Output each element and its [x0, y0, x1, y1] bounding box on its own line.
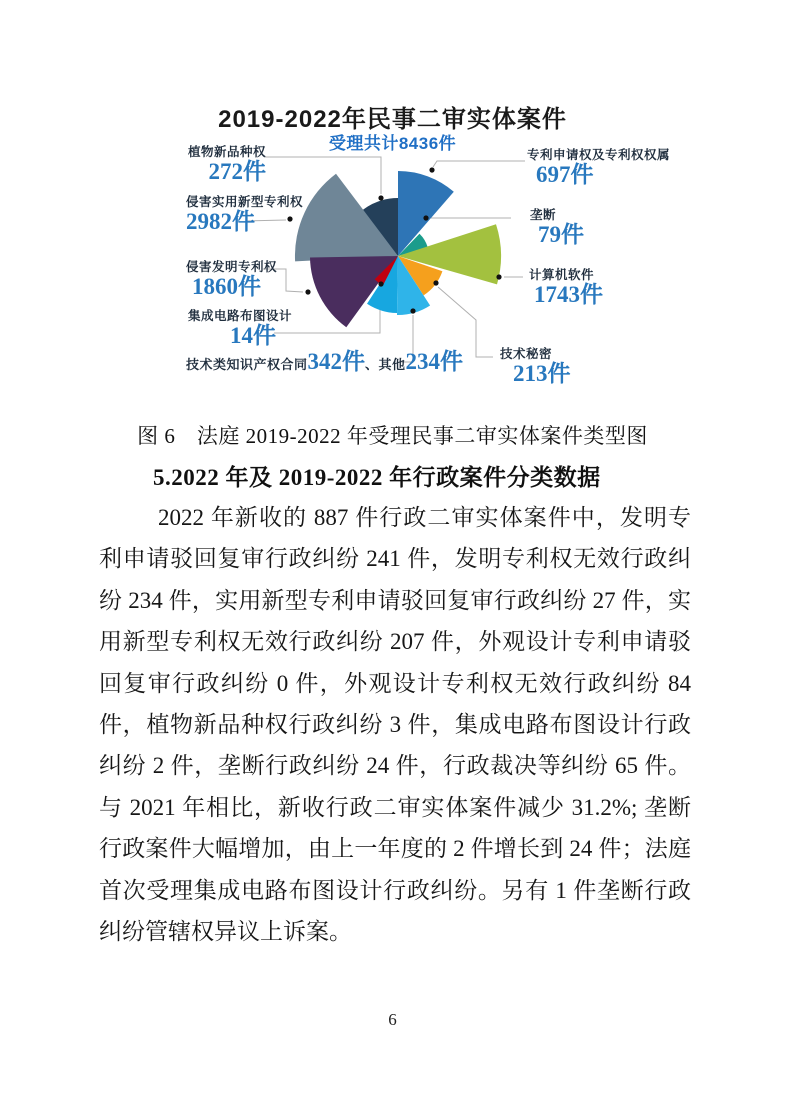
leader-dot [378, 195, 383, 200]
page-number: 6 [388, 1010, 397, 1029]
slice-name: 技术秘密 [500, 347, 553, 361]
slice-value: 213件 [513, 360, 571, 386]
slice-label [527, 149, 737, 187]
slice-name: 侵害发明专利权 [186, 260, 278, 274]
slice-name: 植物新品种权 [187, 145, 266, 159]
slice-value: 697件 [536, 161, 594, 187]
slice-name: 技术类知识产权合同 [186, 357, 308, 372]
leader-dot [433, 280, 438, 285]
leader-line [433, 161, 525, 167]
chart-title: 2019-2022年民事二审实体案件 [218, 106, 567, 133]
slice-name: 垄断 [530, 208, 557, 222]
body-paragraph: 2022 年新收的 887 件行政二审实体案件中，发明专利申请驳回复审行政纠纷 241 件，发明专利权无效行政纠纷 234 件，实用新型专利申请驳回复审行政纠纷 27 件，实用新型专利权无效行政纠纷 207 件，外观设计专利申请驳回复审行政纠纷 0 件，外观设计专利权无效行政纠纷 84 件，植物新品种权行政纠纷 3 件，集成电路布图设计行政纠纷 2 件，垄断行政纠纷 24 件，行政裁决等纠纷 65 件。与 2021 年相比，新收行政二审实体案件减少 31.2%; 垄断行政案件大幅增加，由上一年度的 2 件增长到 24 件；法庭首次受理集成电路布图设计行政纠纷。另有 1 件垄断行政纠纷管辖权异议上诉案。 [99, 505, 691, 945]
slice-label [530, 209, 640, 247]
leader-dot [496, 274, 501, 279]
slice-value: 234件 [405, 349, 464, 374]
slice-value: 79件 [538, 221, 584, 247]
slice-name: 计算机软件 [529, 268, 595, 282]
slice-value: 342件 [307, 349, 366, 374]
section-heading: 5.2022 年及 2019-2022 年行政案件分类数据 [153, 465, 601, 490]
slice-value: 1860件 [192, 273, 261, 299]
slice-label [186, 261, 356, 299]
leader-dot [410, 308, 415, 313]
slice-value: 1743件 [534, 281, 603, 307]
rose-chart [0, 0, 785, 410]
slice-label [529, 269, 679, 307]
slice-name: 侵害实用新型专利权 [186, 195, 304, 209]
slice-name: 集成电路布图设计 [188, 309, 293, 323]
slice-value: 272件 [208, 158, 266, 184]
leader-dot [429, 167, 434, 172]
leader-line [438, 287, 493, 357]
slice-label [500, 348, 630, 386]
leader-dot [378, 281, 383, 286]
chart-subtitle: 受理共计8436件 [328, 134, 457, 153]
slice-value: 14件 [230, 322, 276, 348]
combined-slice-label [186, 350, 463, 374]
rose-chart-figure [0, 0, 785, 410]
slice-name: 专利申请权及专利权权属 [527, 148, 671, 162]
figure-caption: 图 6 法庭 2019-2022 年受理民事二审实体案件类型图 [137, 424, 648, 448]
slice-name: 、其他 [365, 357, 406, 372]
leader-dot [423, 215, 428, 220]
slice-label [186, 196, 376, 234]
slice-label [188, 310, 318, 348]
slice-value: 2982件 [186, 208, 255, 234]
slice-label [118, 146, 266, 184]
